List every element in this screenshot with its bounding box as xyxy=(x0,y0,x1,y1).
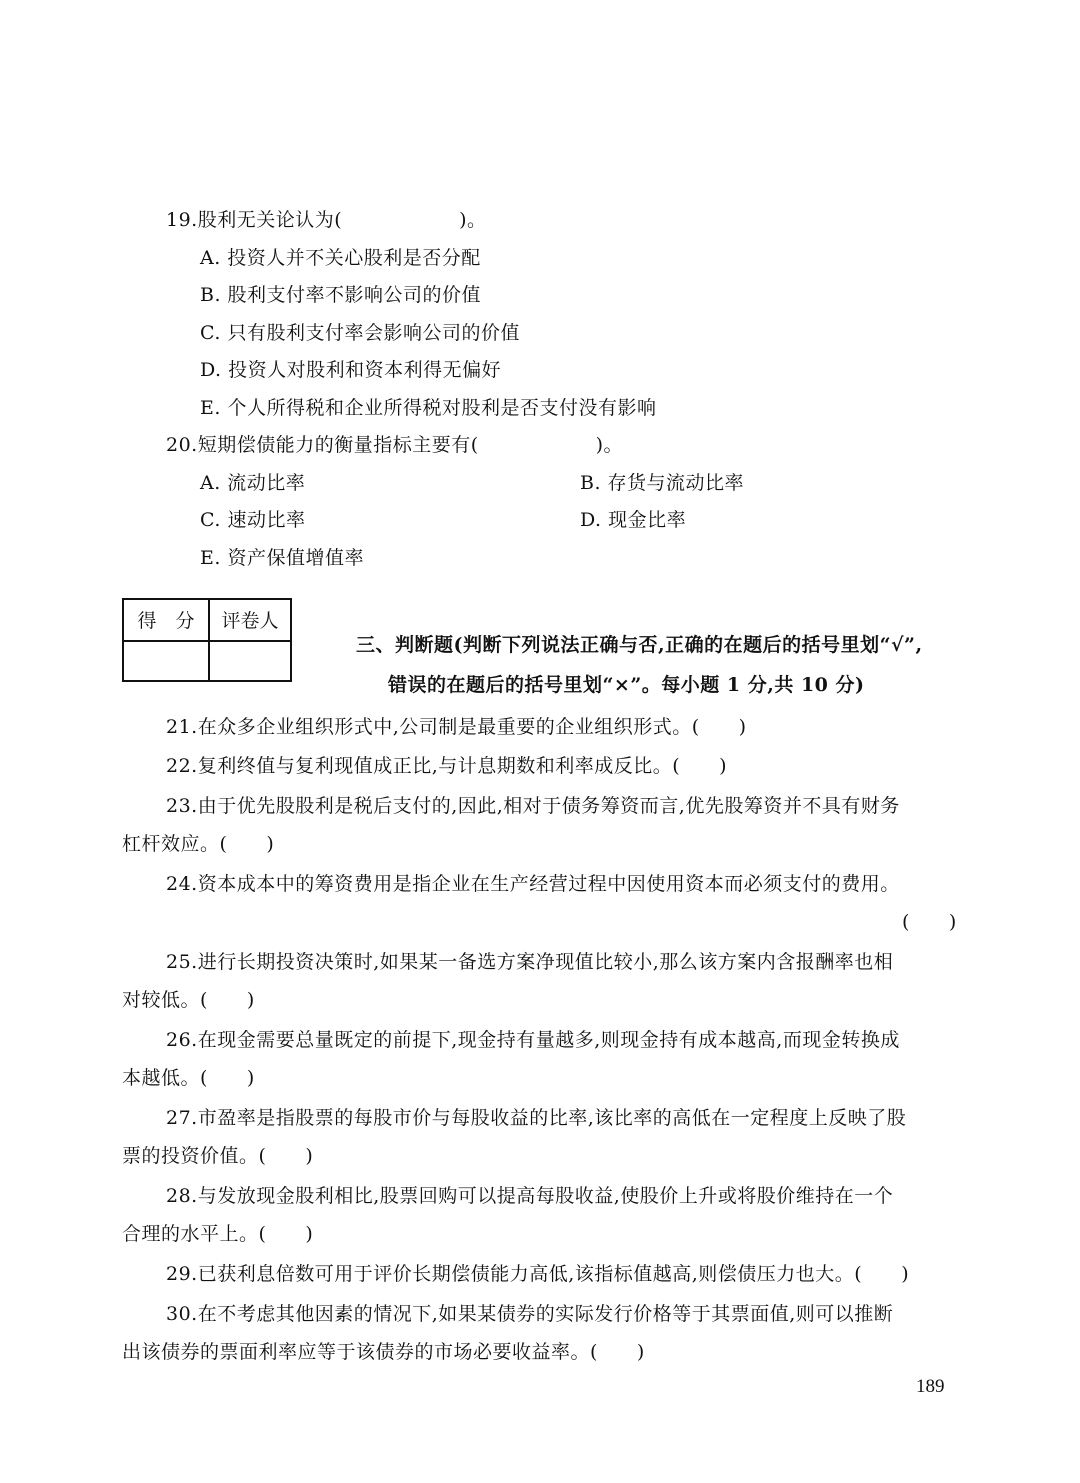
question-29: 29.已获利息倍数可用于评价长期偿债能力高低,该指标值越高,则偿债压力也大。( ) xyxy=(166,1263,910,1285)
question-25-line-2: 对较低。( ) xyxy=(122,989,255,1011)
question-26-line-2: 本越低。( ) xyxy=(122,1067,255,1089)
score-table xyxy=(122,598,292,682)
question-24-line-1: 24.资本成本中的筹资费用是指企业在生产经营过程中因使用资本而必须支付的费用。 xyxy=(166,873,900,895)
question-20-option-c: C. 速动比率 xyxy=(200,509,306,531)
question-30-line-1: 30.在不考虑其他因素的情况下,如果某债券的实际发行价格等于其票面值,则可以推断 xyxy=(166,1303,894,1325)
reviewer-label: 评卷人 xyxy=(221,610,279,632)
question-19-option-a: A. 投资人并不关心股利是否分配 xyxy=(200,247,481,269)
question-19-option-b: B. 股利支付率不影响公司的价值 xyxy=(200,284,482,306)
question-23-line-1: 23.由于优先股股利是税后支付的,因此,相对于债务筹资而言,优先股筹资并不具有财务 xyxy=(166,795,900,817)
page-number: 189 xyxy=(916,1376,945,1397)
question-19-option-d: D. 投资人对股利和资本利得无偏好 xyxy=(200,359,502,381)
score-cell[interactable] xyxy=(124,642,208,680)
question-24-line-2: ( ) xyxy=(902,911,957,933)
question-20-stem: 20.短期偿债能力的衡量指标主要有( )。 xyxy=(166,434,624,456)
reviewer-cell[interactable] xyxy=(209,642,291,680)
question-22: 22.复利终值与复利现值成正比,与计息期数和利率成反比。( ) xyxy=(166,755,728,777)
question-25-line-1: 25.进行长期投资决策时,如果某一备选方案净现值比较小,那么该方案内含报酬率也相 xyxy=(166,951,894,973)
question-20-option-d: D. 现金比率 xyxy=(580,509,687,531)
question-23-line-2: 杠杆效应。( ) xyxy=(122,833,275,855)
question-30-line-2: 出该债券的票面利率应等于该债券的市场必要收益率。( ) xyxy=(122,1341,645,1363)
score-label: 得 分 xyxy=(137,610,195,632)
question-19-option-c: C. 只有股利支付率会影响公司的价值 xyxy=(200,322,520,344)
question-27-line-2: 票的投资价值。( ) xyxy=(122,1145,314,1167)
question-20-option-a: A. 流动比率 xyxy=(200,472,306,494)
section-title-line-1: 三、判断题(判断下列说法正确与否,正确的在题后的括号里划“√”, xyxy=(356,634,923,656)
question-26-line-1: 26.在现金需要总量既定的前提下,现金持有量越多,则现金持有成本越高,而现金转换成 xyxy=(166,1029,900,1051)
question-28-line-2: 合理的水平上。( ) xyxy=(122,1223,314,1245)
question-19-stem: 19.股利无关论认为( )。 xyxy=(166,209,487,231)
question-28-line-1: 28.与发放现金股利相比,股票回购可以提高每股收益,使股价上升或将股价维持在一个 xyxy=(166,1185,894,1207)
question-21: 21.在众多企业组织形式中,公司制是最重要的企业组织形式。( ) xyxy=(166,716,747,738)
question-19-option-e: E. 个人所得税和企业所得税对股利是否支付没有影响 xyxy=(200,397,657,419)
question-20-option-b: B. 存货与流动比率 xyxy=(580,472,745,494)
question-20-option-e: E. 资产保值增值率 xyxy=(200,547,364,569)
question-27-line-1: 27.市盈率是指股票的每股市价与每股收益的比率,该比率的高低在一定程度上反映了股 xyxy=(166,1107,907,1129)
section-title-line-2: 错误的在题后的括号里划“×”。每小题 1 分,共 10 分) xyxy=(388,674,865,696)
